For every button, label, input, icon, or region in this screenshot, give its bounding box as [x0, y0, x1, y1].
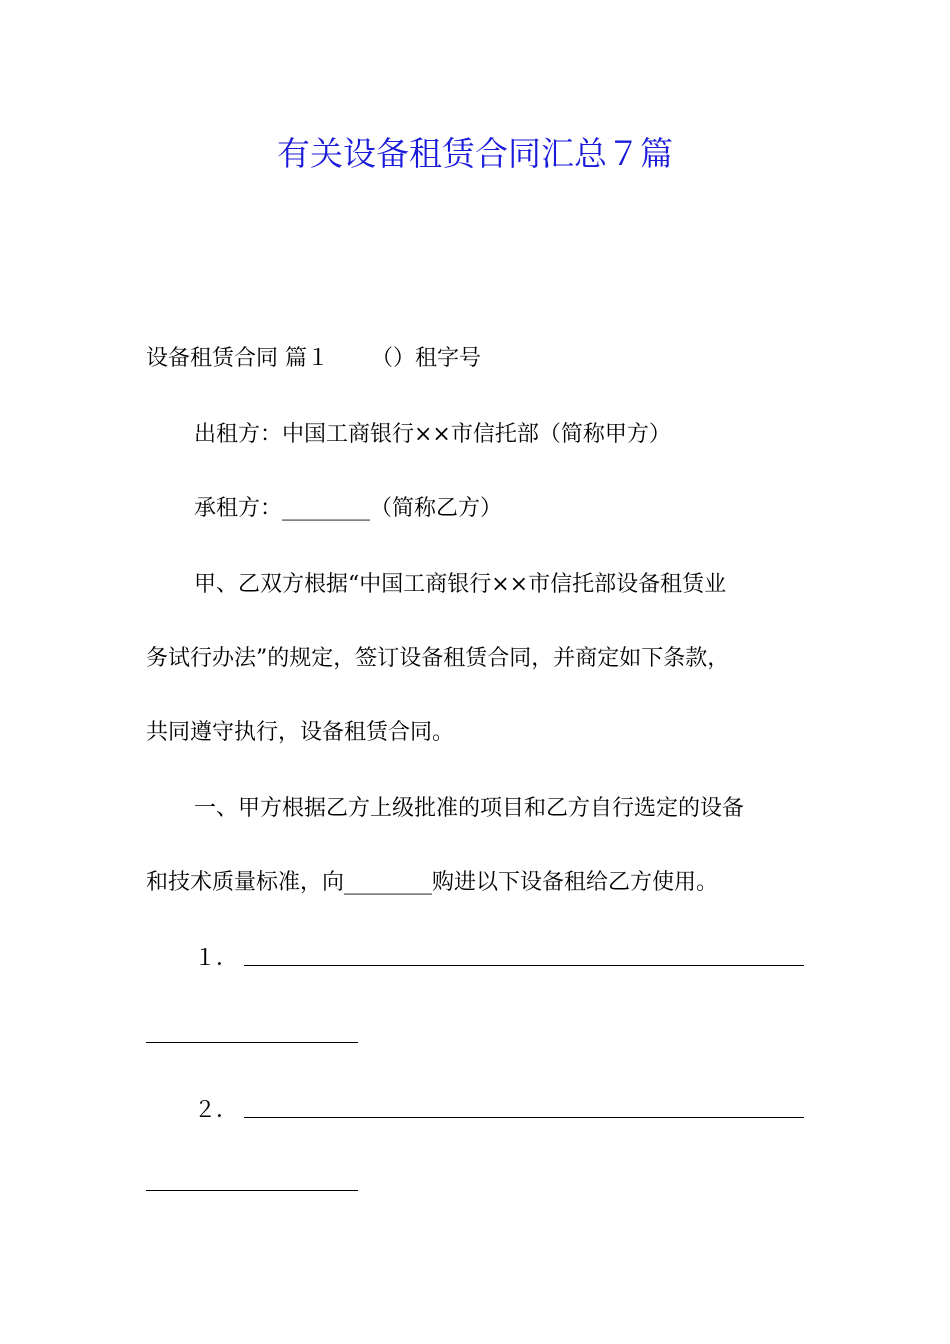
preamble-line-2: 务试行办法”的规定，签订设备租赁合同，并商定如下条款， — [146, 646, 730, 671]
lessee-label: 承租方： — [194, 496, 283, 521]
contract-number: （）租字号 — [371, 346, 482, 371]
item-1-blank-line-continued — [146, 1042, 358, 1043]
page-title: 有关设备租赁合同汇总７篇 — [277, 134, 673, 173]
item-2-blank-line — [244, 1117, 804, 1118]
clause1-line-1: 一、甲方根据乙方上级批准的项目和乙方自行选定的设备 — [194, 796, 745, 821]
item-2-blank-line-continued — [146, 1190, 358, 1191]
item-1-label: １． — [194, 946, 239, 971]
lessee-line — [194, 494, 502, 524]
clause1-line-2: 和技术质量标准，向________购进以下设备租给乙方使用。 — [146, 870, 719, 895]
preamble-line-1: 甲、乙双方根据“中国工商银行××市信托部设备租赁业 — [194, 572, 727, 597]
contract-heading: 设备租赁合同 篇１ — [146, 346, 329, 371]
lessee-blank: ________ — [282, 496, 371, 521]
item-2-label: ２． — [194, 1098, 239, 1123]
preamble-line-3: 共同遵守执行，设备租赁合同。 — [146, 720, 455, 745]
lessee-suffix: （简称乙方） — [370, 496, 503, 521]
item-1-blank-line — [244, 965, 804, 966]
contract-heading-line — [146, 344, 481, 374]
lessor-line: 出租方：中国工商银行××市信托部（简称甲方） — [194, 422, 671, 447]
